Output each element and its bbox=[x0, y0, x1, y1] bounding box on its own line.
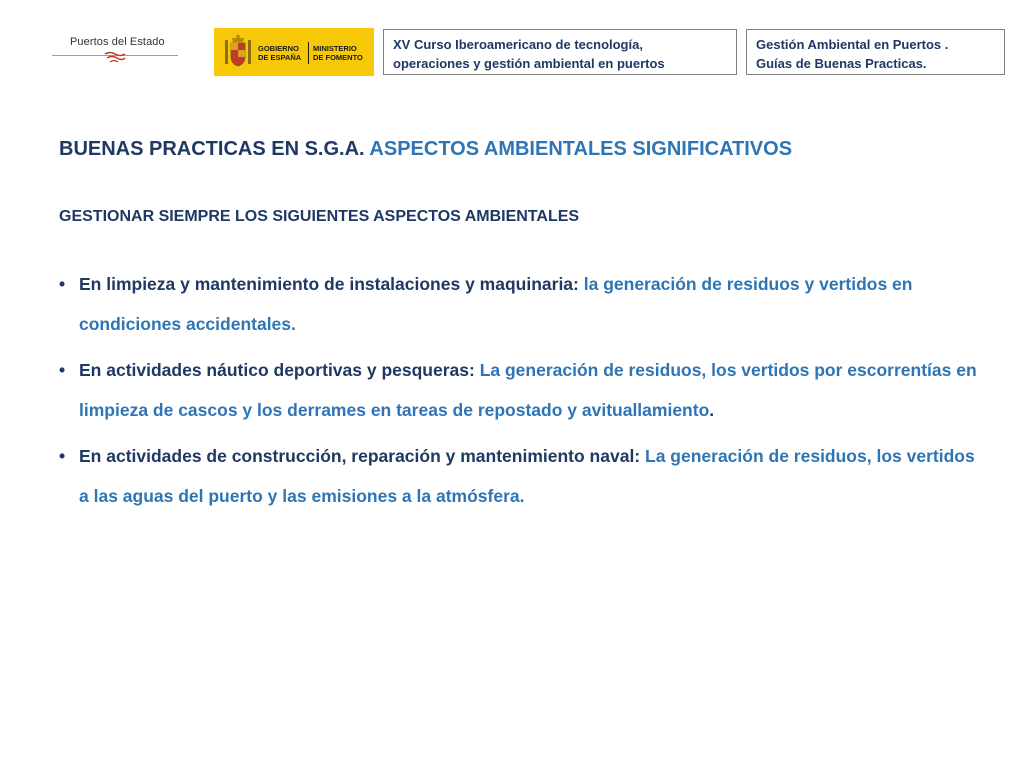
bullet-dot-icon: • bbox=[59, 360, 66, 380]
coat-of-arms-icon bbox=[223, 34, 253, 70]
guide-title-line1: Gestión Ambiental en Puertos . bbox=[756, 37, 949, 52]
course-title-box bbox=[383, 29, 737, 75]
slide-title bbox=[59, 138, 792, 161]
slide-subtitle: GESTIONAR SIEMPRE LOS SIGUIENTES ASPECTOS AMBIENTALES bbox=[59, 208, 580, 225]
bullet-sep: : bbox=[573, 274, 584, 294]
bullet-item bbox=[59, 264, 979, 344]
gobierno-line2: DE ESPAÑA bbox=[258, 53, 302, 62]
ministerio-line2: DE FOMENTO bbox=[313, 53, 363, 62]
puertos-del-estado-logo bbox=[52, 36, 178, 70]
bullet-tail: . bbox=[709, 400, 715, 420]
bullet-dot-icon: • bbox=[59, 274, 66, 294]
bullet-detail: La generación de residuos, los vertidos a las aguas del puerto y las emisiones a la atmósfera. bbox=[79, 446, 975, 506]
bullet-list bbox=[59, 264, 979, 522]
slide-title-part2: ASPECTOS AMBIENTALES SIGNIFICATIVOS bbox=[369, 138, 793, 160]
ministerio-text bbox=[313, 44, 363, 62]
wave-icon bbox=[104, 50, 126, 64]
bullet-lead: En limpieza y mantenimiento de instalaciones y maquinaria bbox=[79, 274, 574, 294]
bullet-lead: En actividades de construcción, reparación y mantenimiento naval: bbox=[79, 446, 645, 466]
gobierno-line1: GOBIERNO bbox=[258, 44, 299, 53]
logo-separator bbox=[308, 42, 309, 64]
puertos-del-estado-logo-text: Puertos del Estado bbox=[70, 36, 165, 48]
bullet-detail: la generación de residuos y vertidos en condiciones accidentales. bbox=[79, 274, 913, 334]
guide-title-box bbox=[746, 29, 1005, 75]
bullet-item bbox=[59, 436, 979, 516]
ministerio-line1: MINISTERIO bbox=[313, 44, 357, 53]
gobierno-text bbox=[258, 44, 301, 62]
gobierno-espana-logo bbox=[214, 28, 374, 76]
course-title-line2: operaciones y gestión ambiental en puertos bbox=[393, 56, 665, 71]
guide-title-line2: Guías de Buenas Practicas. bbox=[756, 56, 927, 71]
bullet-item bbox=[59, 350, 979, 430]
bullet-dot-icon: • bbox=[59, 446, 66, 466]
course-title-line1: XV Curso Iberoamericano de tecnología, bbox=[393, 37, 643, 52]
bullet-lead: En actividades náutico deportivas y pesqueras: bbox=[79, 360, 480, 380]
bullet-detail: La generación de residuos, los vertidos por escorrentías en limpieza de cascos y los derrames en tareas de repostado y avituallamiento bbox=[79, 360, 977, 420]
slide-title-part1: BUENAS PRACTICAS EN S.G.A. bbox=[59, 138, 370, 160]
